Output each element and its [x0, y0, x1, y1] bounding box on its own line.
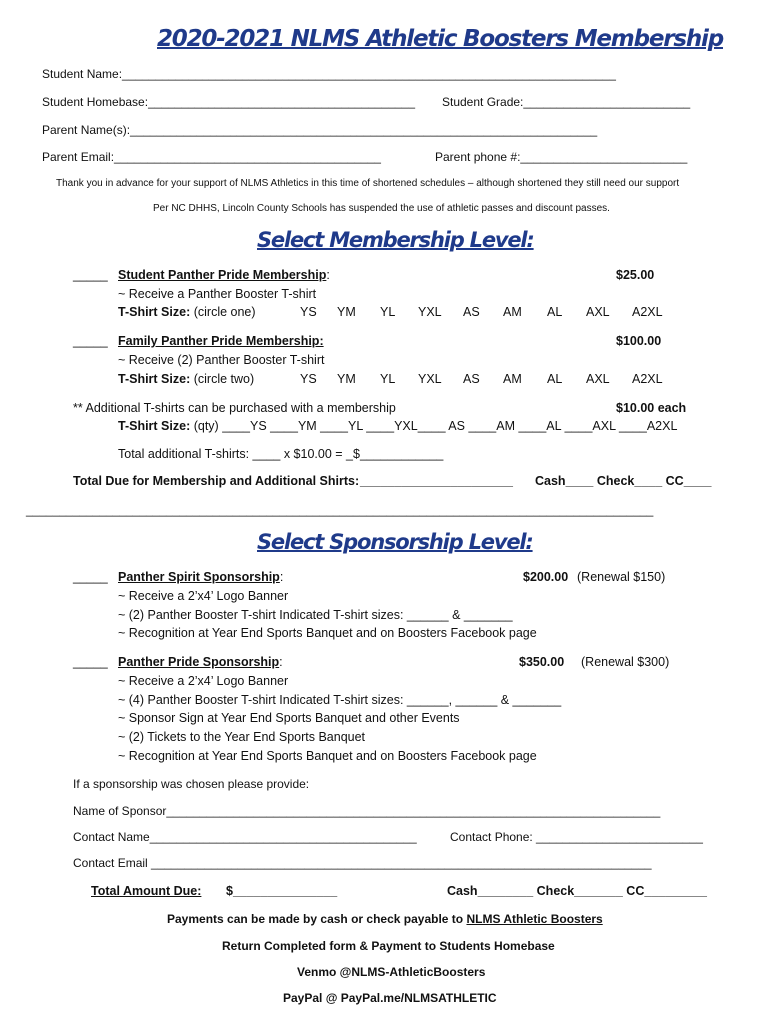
size-option[interactable]: YM	[337, 305, 356, 319]
total-amount-field[interactable]: $_______________	[226, 884, 338, 898]
thanks-note: Thank you in advance for your support of NLMS Athletics in this time of shortened schedules – although shortened they still need our support	[56, 178, 680, 189]
contact-phone-field[interactable]: Contact Phone: _________________________	[450, 830, 703, 844]
size-option[interactable]: A2XL	[632, 372, 663, 386]
parent-email-field[interactable]: Parent Email:________________________________________	[42, 150, 381, 164]
spirit-benefit: ~ Recognition at Year End Sports Banquet and on Boosters Facebook page	[118, 626, 537, 640]
pride-sponsorship-price: $350.00	[519, 655, 565, 669]
page-title: 2020-2021 NLMS Athletic Boosters Membership	[157, 26, 723, 52]
spirit-sponsorship-checkbox[interactable]: _____	[73, 570, 108, 584]
section-divider: ______________________________________________________________________________________________	[26, 503, 654, 517]
return-note: Return Completed form & Payment to Students Homebase	[222, 939, 555, 953]
contact-name-field[interactable]: Contact Name________________________________________	[73, 830, 417, 844]
membership-payment-methods[interactable]: Cash____ Check____ CC____	[535, 474, 712, 488]
size-option[interactable]: YL	[380, 305, 396, 319]
student-membership-checkbox[interactable]: _____	[73, 268, 108, 282]
pride-benefit: ~ Sponsor Sign at Year End Sports Banquet and other Events	[118, 711, 460, 725]
pride-sponsorship-checkbox[interactable]: _____	[73, 655, 108, 669]
family-tshirt-size-label: T-Shirt Size: (circle two)	[118, 372, 255, 386]
size-option[interactable]: AXL	[586, 372, 610, 386]
pride-sponsorship-title: Panther Pride Sponsorship:	[118, 655, 283, 669]
student-membership-benefit: ~ Receive a Panther Booster T-shirt	[118, 287, 317, 301]
size-option[interactable]: AM	[503, 305, 522, 319]
size-option[interactable]: YS	[300, 305, 317, 319]
membership-total-field[interactable]: ______________________	[360, 474, 513, 488]
membership-total-label: Total Due for Membership and Additional Shirts:	[73, 474, 360, 488]
contact-email-field[interactable]: Contact Email ___________________________________________________________________________	[73, 856, 652, 870]
student-membership-price: $25.00	[616, 268, 655, 282]
spirit-benefit: ~ Receive a 2’x4’ Logo Banner	[118, 589, 289, 603]
membership-heading: Select Membership Level:	[257, 228, 534, 252]
size-option[interactable]: AL	[547, 305, 563, 319]
student-size-options	[0, 305, 770, 321]
student-name-field[interactable]: Student Name:__________________________________________________________________________	[42, 67, 616, 81]
sponsor-name-field[interactable]: Name of Sponsor__________________________________________________________________________	[73, 804, 661, 818]
additional-shirts-total[interactable]: Total additional T-shirts: ____ x $10.00 = _$____________	[118, 447, 444, 461]
size-option[interactable]: AM	[503, 372, 522, 386]
size-option[interactable]: AS	[463, 372, 480, 386]
sponsorship-heading: Select Sponsorship Level:	[257, 530, 533, 554]
size-option[interactable]: A2XL	[632, 305, 663, 319]
additional-shirts-qty[interactable]: T-Shirt Size: (qty) ____YS ____YM ____YL ____YXL____ AS ____AM ____AL ____AXL ____A2XL	[118, 419, 678, 433]
size-option[interactable]: YXL	[418, 372, 442, 386]
spirit-sponsorship-title: Panther Spirit Sponsorship:	[118, 570, 284, 584]
parent-names-field[interactable]: Parent Name(s):______________________________________________________________________	[42, 123, 598, 137]
pride-benefit[interactable]: ~ (4) Panther Booster T-shirt Indicated T-shirt sizes: ______, ______ & _______	[118, 693, 562, 707]
family-membership-price: $100.00	[616, 334, 662, 348]
student-membership-title: Student Panther Pride Membership:	[118, 268, 330, 282]
size-option[interactable]: YS	[300, 372, 317, 386]
family-membership-benefit: ~ Receive (2) Panther Booster T-shirt	[118, 353, 325, 367]
spirit-sponsorship-renewal: (Renewal $150)	[577, 570, 666, 584]
spirit-sponsorship-price: $200.00	[523, 570, 569, 584]
paypal-note: PayPal @ PayPal.me/NLMSATHLETIC	[283, 991, 497, 1005]
family-membership-checkbox[interactable]: _____	[73, 334, 108, 348]
venmo-note: Venmo @NLMS-AthleticBoosters	[297, 965, 486, 979]
additional-shirts-note: ** Additional T-shirts can be purchased with a membership	[73, 401, 396, 415]
total-payment-methods[interactable]: Cash________ Check_______ CC_________	[447, 884, 707, 898]
additional-shirts-price: $10.00 each	[616, 401, 687, 415]
sponsor-info-prompt: If a sponsorship was chosen please provide:	[73, 777, 310, 791]
total-amount-label: Total Amount Due:	[91, 884, 202, 898]
student-tshirt-size-label: T-Shirt Size: (circle one)	[118, 305, 256, 319]
spirit-benefit[interactable]: ~ (2) Panther Booster T-shirt Indicated T-shirt sizes: ______ & _______	[118, 608, 513, 622]
size-option[interactable]: YM	[337, 372, 356, 386]
family-membership-title: Family Panther Pride Membership:	[118, 334, 324, 348]
passes-note: Per NC DHHS, Lincoln County Schools has suspended the use of athletic passes and discount passes.	[153, 203, 610, 214]
size-option[interactable]: YXL	[418, 305, 442, 319]
size-option[interactable]: YL	[380, 372, 396, 386]
pride-sponsorship-renewal: (Renewal $300)	[581, 655, 670, 669]
payments-note: Payments can be made by cash or check payable to NLMS Athletic Boosters	[167, 912, 603, 926]
pride-benefit: ~ (2) Tickets to the Year End Sports Banquet	[118, 730, 366, 744]
size-option[interactable]: AL	[547, 372, 563, 386]
pride-benefit: ~ Receive a 2’x4’ Logo Banner	[118, 674, 289, 688]
size-option[interactable]: AS	[463, 305, 480, 319]
pride-benefit: ~ Recognition at Year End Sports Banquet and on Boosters Facebook page	[118, 749, 537, 763]
parent-phone-field[interactable]: Parent phone #:_________________________	[435, 150, 688, 164]
student-grade-field[interactable]: Student Grade:_________________________	[442, 95, 691, 109]
student-homebase-field[interactable]: Student Homebase:________________________________________	[42, 95, 416, 109]
family-size-options	[0, 372, 770, 388]
size-option[interactable]: AXL	[586, 305, 610, 319]
